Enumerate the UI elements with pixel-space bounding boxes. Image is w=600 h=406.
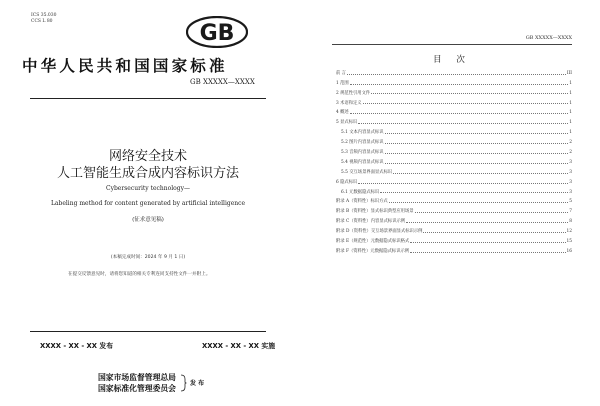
toc-entry-label: 附录 C（资料性）内容显式标识示例 xyxy=(336,219,406,225)
toc-entry[interactable] xyxy=(336,224,572,234)
toc-entry-page: 1 xyxy=(569,90,572,96)
issuer-samr: 国家市场监督管理总局 xyxy=(98,373,176,382)
toc-entry-page: 5 xyxy=(569,199,572,205)
issue-date: XXXX - XX - XX 发布 xyxy=(40,342,113,350)
toc-header-divider xyxy=(332,44,572,45)
toc-leader-dots xyxy=(410,252,565,253)
toc-entry[interactable] xyxy=(336,175,572,185)
completion-note: (本稿完成时间：2024 年 9 月 1 日) xyxy=(110,255,186,260)
toc-leader-dots xyxy=(406,222,568,223)
toc-entry[interactable] xyxy=(336,244,572,254)
issuer-block xyxy=(98,372,176,394)
toc-entry[interactable] xyxy=(336,155,572,165)
toc-entry[interactable] xyxy=(336,106,572,116)
toc-entry-page: 2 xyxy=(569,140,572,146)
toc-entry[interactable] xyxy=(336,234,572,244)
toc-leader-dots xyxy=(410,242,565,243)
toc-entry-label: 附录 F（资料性）元数据隐式标识示例 xyxy=(336,248,410,254)
toc-entry[interactable] xyxy=(336,125,572,135)
toc-entry-page: 8 xyxy=(569,219,572,225)
toc-entry-page: 1 xyxy=(569,130,572,136)
toc-leader-dots xyxy=(347,74,566,75)
toc-entry[interactable] xyxy=(336,86,572,96)
toc-entry-label: 5 显式标识 xyxy=(336,120,358,126)
toc-entry-page: III xyxy=(566,70,572,76)
title-zh-line1: 网络安全技术 xyxy=(108,149,187,164)
issuer-bracket-icon xyxy=(180,374,187,392)
toc-entry-page: 7 xyxy=(569,209,572,215)
toc-entry-label: 前 言 xyxy=(336,70,346,76)
toc-leader-dots xyxy=(358,123,568,124)
toc-entry-page: 12 xyxy=(566,229,572,235)
ics-code: ICS 35.030 xyxy=(31,13,57,18)
classification-codes xyxy=(31,13,56,25)
toc-entry-label: 附录 D（资料性）交互场景界面显式标识示例 xyxy=(336,229,423,235)
toc-entry-label: 6 隐式标识 xyxy=(336,179,358,185)
toc-entry-label: 附录 E（规范性）元数据隐式标识格式 xyxy=(336,239,410,245)
toc-entry[interactable] xyxy=(336,214,572,224)
toc-entry[interactable] xyxy=(336,96,572,106)
title-zh-line2: 人工智能生成合成内容标识方法 xyxy=(56,166,239,181)
toc-entry-page: 1 xyxy=(569,120,572,126)
toc-entry[interactable] xyxy=(336,66,572,76)
toc-leader-dots xyxy=(389,202,569,203)
toc-leader-dots xyxy=(415,212,569,213)
toc-leader-dots xyxy=(423,232,565,233)
toc-leader-dots xyxy=(350,84,569,85)
toc-entry-page: 1 xyxy=(569,100,572,106)
toc-leader-dots xyxy=(350,113,569,114)
draft-tag: (征求意见稿) xyxy=(132,217,164,223)
toc-leader-dots xyxy=(385,143,569,144)
toc-entry-page: 2 xyxy=(569,150,572,156)
toc-entry-page: 15 xyxy=(566,239,572,245)
toc-entry-page: 3 xyxy=(569,169,572,175)
patent-notice: 在提交反馈意见时，请将您知道的相关专利连同支持性文件一并附上。 xyxy=(68,272,211,277)
title-en-line2: Labeling method for content generated by artificial intelligence xyxy=(50,200,246,207)
toc-entry-page: 3 xyxy=(569,179,572,185)
toc-leader-dots xyxy=(380,192,568,193)
toc-leader-dots xyxy=(371,93,568,94)
toc-entry[interactable] xyxy=(336,115,572,125)
toc-entry[interactable] xyxy=(336,145,572,155)
toc-header-number: GB XXXXX—XXXX xyxy=(525,35,572,41)
toc-leader-dots xyxy=(385,153,569,154)
toc-entry-label: 5.3 音频内容显式标识 xyxy=(341,150,384,156)
toc-entry-label: 3 术语和定义 xyxy=(336,100,362,106)
toc-entry-label: 5.5 交互场景界面显式标识 xyxy=(341,169,393,175)
toc-entry[interactable] xyxy=(336,165,572,175)
title-en-line1: Cybersecurity technology— xyxy=(105,185,190,192)
gb-logo-text: GB xyxy=(199,21,235,46)
standard-number: GB XXXXX—XXXX xyxy=(190,78,255,86)
gb-logo xyxy=(186,16,248,48)
toc-entry-page: 1 xyxy=(569,110,572,116)
toc-entry-label: 1 范围 xyxy=(336,80,349,86)
toc-entry[interactable] xyxy=(336,195,572,205)
national-standard-title: 中华人民共和国国家标准 xyxy=(22,57,228,75)
toc-leader-dots xyxy=(385,163,569,164)
toc-entry-label: 附录 A（资料性）标识方式 xyxy=(336,199,388,205)
toc-leader-dots xyxy=(363,103,569,104)
issuer-sac: 国家标准化管理委员会 xyxy=(98,384,176,393)
toc-entry-label: 5.1 文本内容显式标识 xyxy=(341,130,384,136)
toc-entry[interactable] xyxy=(336,135,572,145)
toc-leader-dots xyxy=(358,183,568,184)
bottom-divider xyxy=(30,331,266,332)
toc-leader-dots xyxy=(393,173,568,174)
toc-entry-page: 1 xyxy=(569,80,572,86)
toc-entry-label: 5.4 视频内容显式标识 xyxy=(341,159,384,165)
toc-entry-label: 4 概述 xyxy=(336,110,349,116)
toc-list xyxy=(336,66,572,254)
toc-entry[interactable] xyxy=(336,185,572,195)
toc-entry[interactable] xyxy=(336,76,572,86)
toc-entry-page: 3 xyxy=(569,159,572,165)
toc-entry-page: 16 xyxy=(566,248,572,254)
toc-entry-label: 2 规范性引用文件 xyxy=(336,90,371,96)
toc-entry-label: 6.1 元数据隐式标识 xyxy=(341,189,380,195)
toc-entry-label: 5.2 图片内容显式标识 xyxy=(341,140,384,146)
toc-entry-page: 3 xyxy=(569,189,572,195)
issuer-verb: 发 布 xyxy=(190,380,205,387)
toc-title: 目 次 xyxy=(433,55,471,65)
ccs-code: CCS L 80 xyxy=(31,19,53,24)
toc-entry-label: 附录 B（资料性）显式标识典型应用场景 xyxy=(336,209,414,215)
toc-entry[interactable] xyxy=(336,204,572,214)
implement-date: XXXX - XX - XX 实施 xyxy=(202,342,275,350)
top-divider xyxy=(30,98,266,99)
toc-leader-dots xyxy=(385,133,569,134)
